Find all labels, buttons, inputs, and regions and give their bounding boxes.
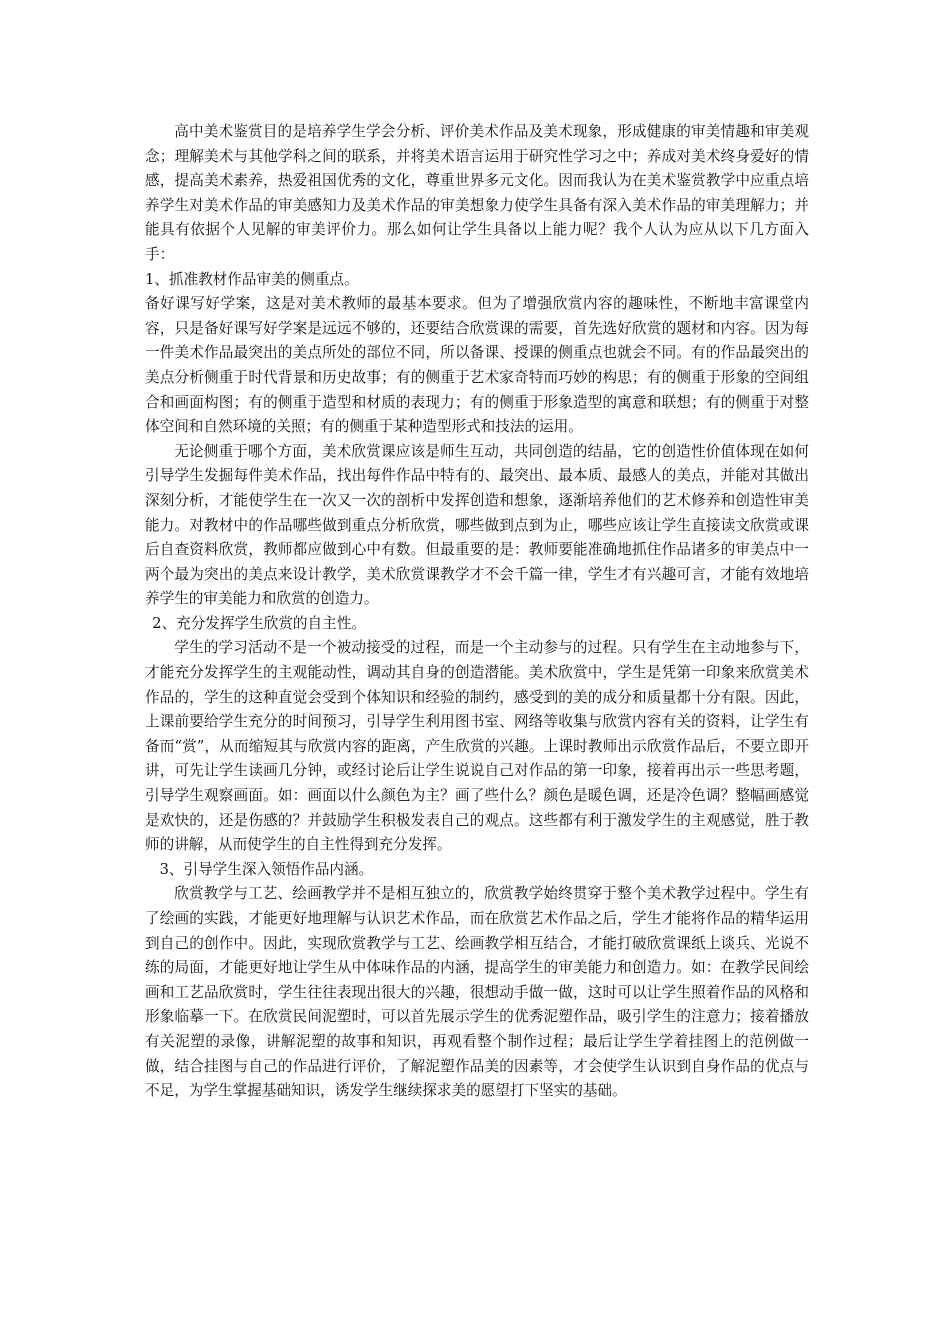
paragraph-1b: 无论侧重于哪个方面，美术欣赏课应该是师生互动，共同创造的结晶，它的创造性价值体现在如何引导学生发掘每件美术作品，找出每件作品中特有的、最突出、最本质、最感人的美点，并能对其做出深刻分析，才能使学生在一次又一次的剖析中发挥创造和想象，逐渐培养他们的艺术修养和创造性审美能力。对教材中的作品哪些做到重点分析欣赏，哪些做到点到为止，哪些应该让学生直接读文欣赏或课后自查资料欣赏，教师都应做到心中有数。但最重要的是：教师要能准确地抓住作品诸多的审美点中一两个最为突出的美点来设计教学，美术欣赏课教学才不会千篇一律，学生才有兴趣可言，才能有效地培养学生的审美能力和欣赏的创造力。 [145,442,809,608]
heading-2: 2、充分发挥学生欣赏的自主性。 [152,614,366,632]
paragraph-2: 学生的学习活动不是一个被动接受的过程，而是一个主动参与的过程。只有学生在主动地参与下，才能充分发挥学生的主观能动性，调动其自身的创造潜能。美术欣赏中，学生是凭第一印象来欣赏美术作品的，学生的这种直觉会受到个体知识和经验的制约，感受到的美的成分和质量都十分有限。因此，上课前要给学生充分的时间预习，引导学生利用图书室、网络等收集与欣赏内容有关的资料，让学生有备而“赏”，从而缩短其与欣赏内容的距离，产生欣赏的兴趣。上课时教师出示欣赏作品后，不要立即开讲，可先让学生读画几分钟，或经讨论后让学生说说自己对作品的第一印象，接着再出示一些思考题，引导学生观察画面。如：画面以什么颜色为主？画了些什么？颜色是暖色调，还是冷色调？整幅画感觉是欢快的，还是伤感的？并鼓励学生积极发表自己的观点。这些都有利于激发学生的主观感觉，胜于教师的讲解，从而使学生的自主性得到充分发挥。 [145,639,809,854]
paragraph-intro: 高中美术鉴赏目的是培养学生学会分析、评价美术作品及美术现象，形成健康的审美情趣和审美观念；理解美术与其他学科之间的联系，并将美术语言运用于研究性学习之中；养成对美术终身爱好的情感，提高美术素养，热爱祖国优秀的文化，尊重世界多元文化。因而我认为在美术鉴赏教学中应重点培养学生对美术作品的审美感知力及美术作品的审美想象力使学生具备有深入美术作品的审美理解力；并能具有依据个人见解的审美评价力。那么如何让学生具备以上能力呢？我个人认为应从以下几方面入手： [145,123,809,263]
paragraph-3: 欣赏教学与工艺、绘画教学并不是相互独立的，欣赏教学始终贯穿于整个美术教学过程中。学生有了绘画的实践，才能更好地理解与认识艺术作品，而在欣赏艺术作品之后，学生才能将作品的精华运用到自己的创作中。因此，实现欣赏教学与工艺、绘画教学相互结合，才能打破欣赏课纸上谈兵、光说不练的局面，才能更好地让学生从中体味作品的内涵，提高学生的审美能力和创造力。如：在教学民间绘画和工艺品欣赏时，学生往往表现出很大的兴趣，很想动手做一做，这时可以让学生照着作品的风格和形象临摹一下。在欣赏民间泥塑时，可以首先展示学生的优秀泥塑作品，吸引学生的注意力；接着播放有关泥塑的录像，讲解泥塑的故事和知识，再观看整个制作过程；最后让学生学着挂图上的范例做一做，结合挂图与自己的作品进行评价，了解泥塑作品美的因素等，才会使学生认识到自身作品的优点与不足，为学生掌握基础知识，诱发学生继续探求美的愿望打下坚实的基础。 [145,885,809,1100]
heading-3: 3、引导学生深入领悟作品内涵。 [159,860,374,878]
heading-1: 1、抓准教材作品审美的侧重点。 [145,270,359,288]
paragraph-1a: 备好课写好学案，这是对美术教师的最基本要求。但为了增强欣赏内容的趣味性，不断地丰富课堂内容，只是备好课写好学案是远远不够的，还要结合欣赏课的需要，首先选好欣赏的题材和内容。因为每一件美术作品最突出的美点所处的部位不同，所以备课、授课的侧重点也就会不同。有的作品最突出的美点分析侧重于时代背景和历史故事；有的侧重于艺术家奇特而巧妙的构思；有的侧重于形象的空间组合和画面构图；有的侧重于造型和材质的表现力；有的侧重于形象造型的寓意和联想；有的侧重于对整体空间和自然环境的关照；有的侧重于某种造型形式和技法的运用。 [145,295,809,436]
document-page [145,120,809,1104]
